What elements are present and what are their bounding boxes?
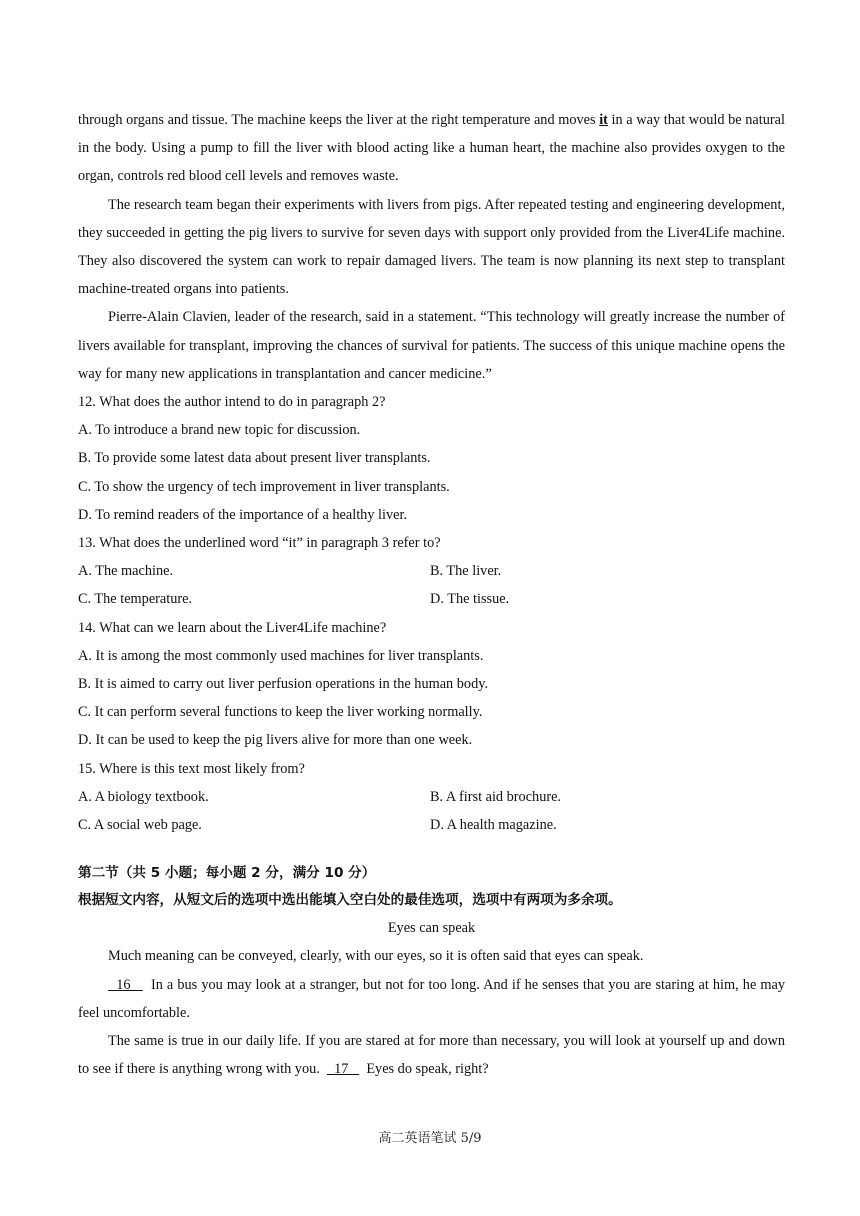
section-2-paragraph-2: 16 In a bus you may look at a stranger, but not for too long. And if he senses that you are staring at him, he may feel uncomfortable. <box>78 976 785 1021</box>
question-15-option-a: A. A biology textbook. <box>78 788 209 805</box>
passage-title: Eyes can speak <box>387 920 476 937</box>
blank-17: 17 <box>334 1061 349 1078</box>
question-15-options-row-2 <box>78 811 785 839</box>
question-15-option-d: D. A health magazine. <box>430 817 557 834</box>
question-12-option-c: C. To show the urgency of tech improvement in liver transplants. <box>78 478 450 495</box>
question-13-option-c: C. The temperature. <box>78 591 193 608</box>
question-13-options-row-1 <box>78 557 785 585</box>
question-12-option-a: A. To introduce a brand new topic for discussion. <box>78 422 361 439</box>
question-12-option-d: D. To remind readers of the importance of a healthy liver. <box>78 506 408 523</box>
question-15-option-c: C. A social web page. <box>78 817 202 834</box>
question-12-option-b: B. To provide some latest data about present liver transplants. <box>78 450 431 467</box>
question-13-option-d: D. The tissue. <box>430 591 510 608</box>
exam-page <box>78 106 785 1084</box>
section-2-paragraph-3: The same is true in our daily life. If you are stared at for more than necessary, you will look at yourself up and down to see if there is anything wrong with you. 17 Eyes do speak, right? <box>78 1033 785 1078</box>
question-14-option-c: C. It can perform several functions to keep the liver working normally. <box>78 704 483 721</box>
question-13-option-b: B. The liver. <box>430 563 502 580</box>
underlined-word-it: it <box>599 112 608 128</box>
blank-16: 16 <box>116 976 131 993</box>
passage-paragraph-1: through organs and tissue. The machine keeps the liver at the right temperature and moves it in a way that would be natural in the body. Using a pump to fill the liver with blood acting like a human heart, the machine also provides oxygen to the organ, controls red blood cell levels and removes waste. <box>78 112 785 185</box>
question-13-stem: 13. What does the underlined word “it” in paragraph 3 refer to? <box>78 535 441 552</box>
passage-paragraph-2: The research team began their experiments with livers from pigs. After repeated testing and engineering development, they succeeded in getting the pig livers to survive for seven days with support only provided from the Liver4Life machine. They also discovered the system can work to repair damaged livers. The team is now planning its next step to transplant machine-treated organs into patients. <box>78 196 785 298</box>
passage-paragraph-3: Pierre-Alain Clavien, leader of the research, said in a statement. “This technology will greatly increase the number of livers available for transplant, improving the chances of survival for patients. The success of this unique machine opens the way for many new applications in transplantation and cancer medicine.” <box>78 309 785 382</box>
question-13-option-a: A. The machine. <box>78 563 174 580</box>
section-2-paragraph-1: Much meaning can be conveyed, clearly, with our eyes, so it is often said that eyes can speak. <box>108 948 644 965</box>
section-2-heading: 第二节（共 5 小题；每小题 2 分，满分 10 分） <box>78 865 376 882</box>
page-footer: 高二英语笔试 5/9 <box>378 1131 482 1146</box>
question-15-option-b: B. A first aid brochure. <box>430 788 562 805</box>
question-14-option-a: A. It is among the most commonly used machines for liver transplants. <box>78 647 484 664</box>
question-14-option-b: B. It is aimed to carry out liver perfusion operations in the human body. <box>78 676 489 693</box>
question-15-options-row-1 <box>78 783 785 811</box>
question-14-stem: 14. What can we learn about the Liver4Life machine? <box>78 619 387 636</box>
question-14-option-d: D. It can be used to keep the pig livers alive for more than one week. <box>78 732 473 749</box>
question-13-options-row-2 <box>78 585 785 613</box>
section-2-instruction: 根据短文内容，从短文后的选项中选出能填入空白处的最佳选项，选项中有两项为多余项。 <box>78 892 622 909</box>
question-12-stem: 12. What does the author intend to do in paragraph 2? <box>78 394 386 411</box>
question-15-stem: 15. Where is this text most likely from? <box>78 760 305 777</box>
